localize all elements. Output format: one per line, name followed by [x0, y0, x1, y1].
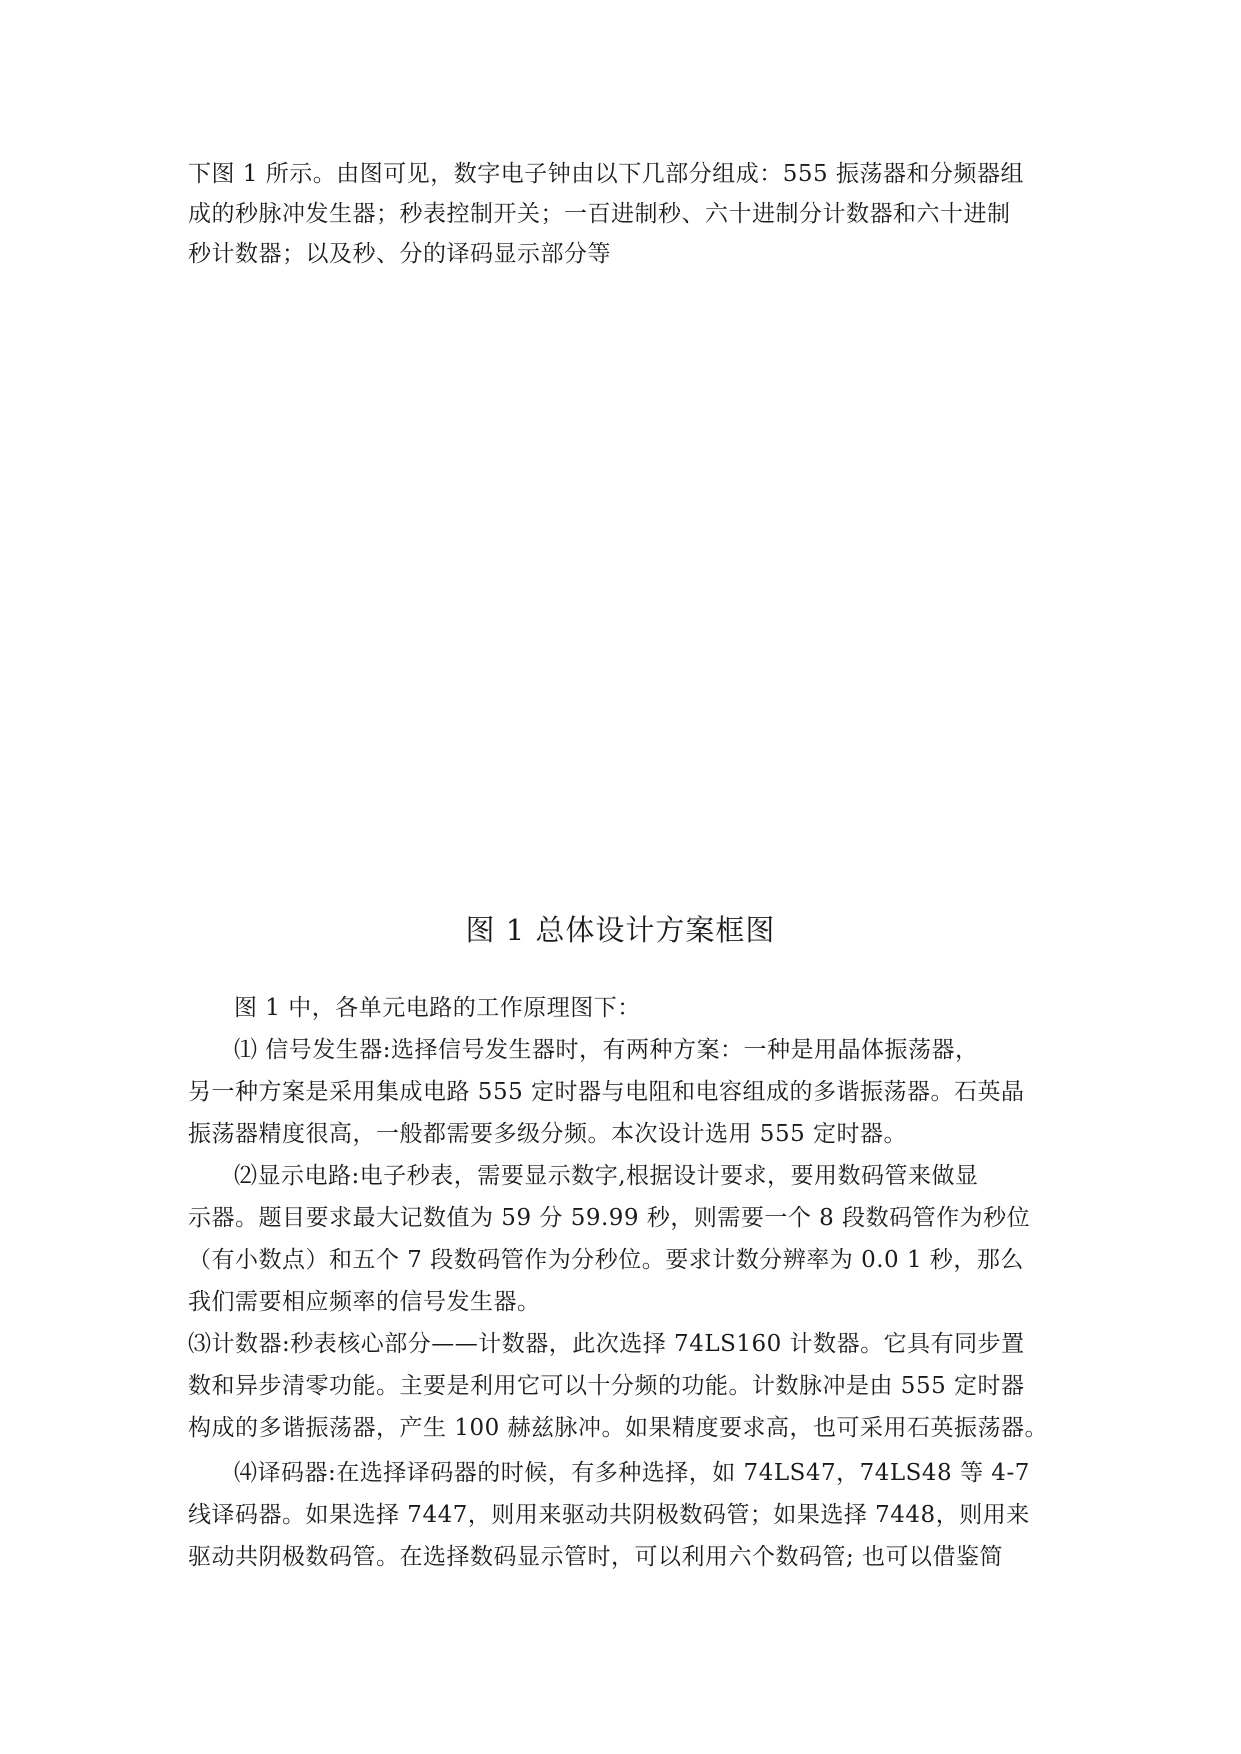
- paragraph-line: 我们需要相应频率的信号发生器。: [188, 1289, 541, 1315]
- figure-placeholder: [188, 300, 1058, 900]
- paragraph-line: 构成的多谐振荡器，产生 100 赫兹脉冲。如果精度要求高，也可采用石英振荡器。: [188, 1415, 1049, 1441]
- paragraph-display-circuit: [188, 1155, 1058, 1323]
- paragraph-decoder: [188, 1452, 1058, 1578]
- paragraph-line: 振荡器精度很高，一般都需要多级分频。本次设计选用 555 定时器。: [188, 1121, 908, 1147]
- paragraph-line: ⑷译码器:在选择译码器的时候，有多种选择，如 74LS47，74LS48 等 4-7: [234, 1460, 1030, 1486]
- paragraph-line: 线译码器。如果选择 7447，则用来驱动共阴极数码管；如果选择 7448，则用来: [188, 1502, 1030, 1528]
- paragraph-line: ⑴ 信号发生器:选择信号发生器时，有两种方案：一种是用晶体振荡器，: [234, 1037, 979, 1063]
- paragraph-line: 另一种方案是采用集成电路 555 定时器与电阻和电容组成的多谐振荡器。石英晶: [188, 1079, 1025, 1105]
- paragraph-line: （有小数点）和五个 7 段数码管作为分秒位。要求计数分辨率为 0.0 1 秒，那么: [188, 1247, 1024, 1273]
- body-text: [188, 987, 1058, 1578]
- intro-paragraph: [188, 154, 1058, 274]
- paragraph-line: 数和异步清零功能。主要是利用它可以十分频的功能。计数脉冲是由 555 定时器: [188, 1373, 1025, 1399]
- paragraph-line: 图 1 中，各单元电路的工作原理图下：: [234, 995, 641, 1021]
- intro-line: 成的秒脉冲发生器；秒表控制开关；一百进制秒、六十进制分计数器和六十进制: [188, 201, 1011, 227]
- paragraph-line: ⑶计数器:秒表核心部分——计数器，此次选择 74LS160 计数器。它具有同步置: [188, 1331, 1025, 1357]
- intro-line: 下图 1 所示。由图可见，数字电子钟由以下几部分组成：555 振荡器和分频器组: [188, 161, 1024, 187]
- paragraph-line: ⑵显示电路:电子秒表，需要显示数字,根据设计要求，要用数码管来做显: [234, 1163, 979, 1189]
- paragraph-signal-generator: [188, 1029, 1058, 1155]
- paragraph-counter: [188, 1323, 1058, 1449]
- paragraph-overview: [188, 987, 1058, 1029]
- intro-line: 秒计数器；以及秒、分的译码显示部分等: [188, 241, 611, 267]
- paragraph-line: 驱动共阴极数码管。在选择数码显示管时，可以利用六个数码管; 也可以借鉴简: [188, 1544, 1004, 1570]
- paragraph-line: 示器。题目要求最大记数值为 59 分 59.99 秒，则需要一个 8 段数码管作为秒位: [188, 1205, 1031, 1231]
- figure-caption: 图 1 总体设计方案框图: [465, 913, 776, 947]
